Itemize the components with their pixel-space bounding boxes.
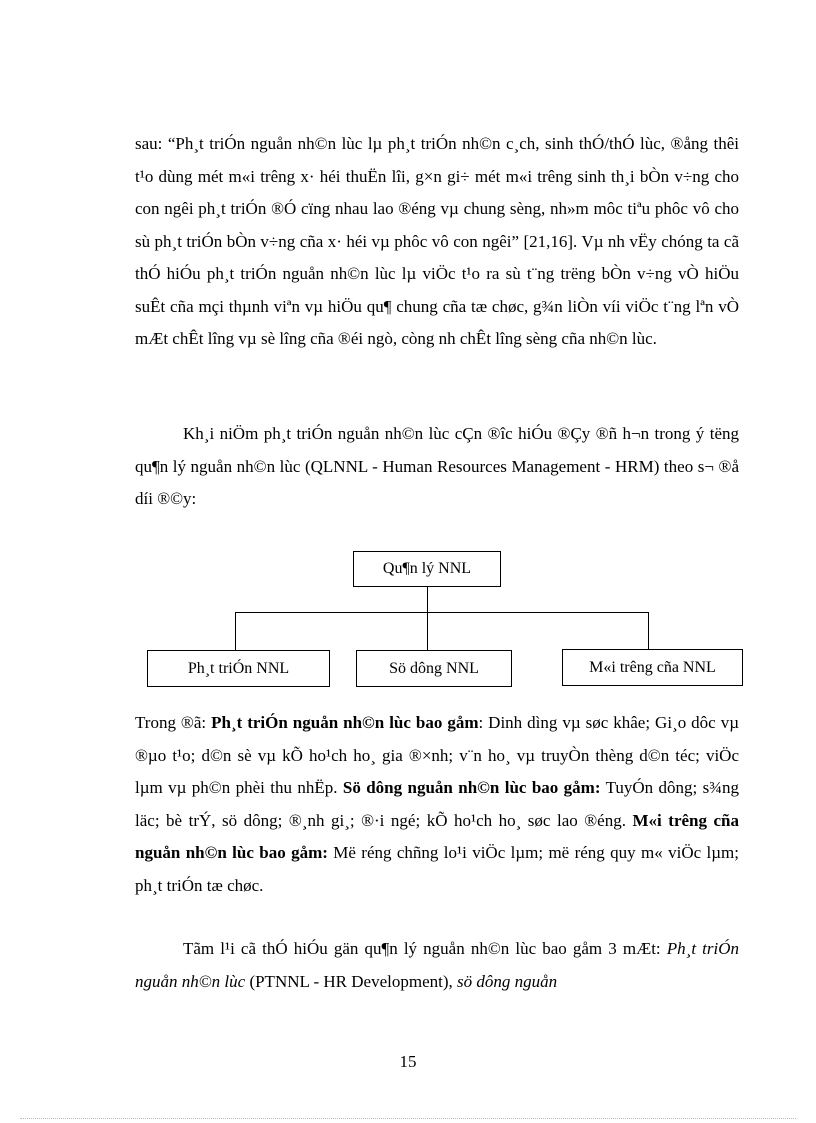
p3-text-3: TuyÓn dông; s¾ng läc; bè trÝ, sö dông; ®¸nh gi¸; ®·i ngé; kÕ ho¹ch ho¸ søc lao ®éng. — [135, 778, 739, 830]
connector-right — [648, 612, 649, 650]
p4-italic-2: sö dông nguån — [457, 971, 558, 991]
diagram-child-label-2: Sö dông NNL — [389, 659, 479, 677]
p3-bold-2: Sö dông nguån nh©n lùc bao gåm: — [342, 778, 601, 797]
p4-italic-1: Ph¸t triÓn nguån nh©n lùc — [135, 939, 740, 991]
paragraph-3 — [135, 707, 739, 902]
connector-left — [235, 612, 236, 650]
diagram-root-box — [353, 551, 501, 587]
p3-bold-1: Ph¸t triÓn nguån nh©n lùc bao gåm — [211, 713, 479, 732]
paragraph-4 — [135, 933, 739, 998]
p3-text-2: : Dinh dìng vµ søc khâe; Gi¸o dôc vµ ®µo t¹o; d©n sè vµ kÕ ho¹ch ho¸ gia ®×nh; v¨n ho¸ vµ truyÒn thèng d©n téc; viÖc lµm vµ ph©n phèi thu nhËp. — [135, 713, 739, 797]
diagram-child-box-3 — [562, 649, 743, 686]
diagram-child-label-3: M«i trêng cña NNL — [589, 658, 716, 676]
p3-text-1: Trong ®ã: — [135, 713, 212, 732]
diagram-child-label-1: Ph¸t triÓn NNL — [187, 659, 290, 677]
connector-vertical-root — [427, 587, 428, 613]
diagram-root-label: Qu¶n lý NNL — [382, 560, 472, 577]
diagram-child-box-1 — [147, 650, 330, 687]
p3-text-4: Më réng chñng lo¹i viÖc lµm; më réng quy m« viÖc lµm; ph¸t triÓn tæ chøc. — [135, 843, 739, 895]
connector-horizontal — [235, 612, 649, 613]
p4-text-2: (PTNNL - HR Development), — [245, 971, 458, 991]
page-bottom-divider — [20, 1118, 796, 1119]
paragraph-2: Kh¸i niÖm ph¸t triÓn nguån nh©n lùc cÇn ®îc hiÓu ®Çy ®ñ h¬n trong ý tëng qu¶n lý nguån nh©n lùc (QLNNL - Human Resources Management - HRM) theo s¬ ®å díi ®©y: — [135, 424, 739, 508]
p3-bold-3: M«i trêng cña nguån nh©n lùc bao gåm: — [135, 810, 739, 862]
connector-middle — [427, 612, 428, 650]
diagram-child-box-2 — [356, 650, 512, 687]
page-number: 15 — [399, 1052, 417, 1071]
paragraph-1: sau: “Ph¸t triÓn nguån nh©n lùc lµ ph¸t triÓn nh©n c¸ch, sinh thÓ/thÓ lùc, ®ång thêi t¹o dùng mét m«i trêng x· héi thuËn lîi, g×n gi÷ mét m«i trêng sinh th¸i bÒn v÷ng cho con ngêi ph¸t triÓn ®Ó cïng nhau lao ®éng vµ chung sèng, nh»m môc tiªu phôc vô cho sù ph¸t triÓn bÒn v÷ng cña x· héi vµ phôc vô con ngêi” [21,16]. Vµ nh vËy chóng ta cã thÓ hiÓu ph¸t triÓn nguån nh©n lùc lµ viÖc t¹o ra sù t¨ng trëng bÒn v÷ng vÒ hiÖu suÊt cña mçi thµnh viªn vµ hiÖu qu¶ chung cña tæ chøc, g¾n liÒn víi viÖc t¨ng lªn vÒ mÆt chÊt lîng vµ sè lîng cña ®éi ngò, còng nh chÊt lîng sèng cña nh©n lùc. — [135, 134, 739, 348]
p4-text-1: Tãm l¹i cã thÓ hiÓu gän qu¶n lý nguån nh©n lùc bao gåm 3 mÆt: — [183, 939, 667, 958]
